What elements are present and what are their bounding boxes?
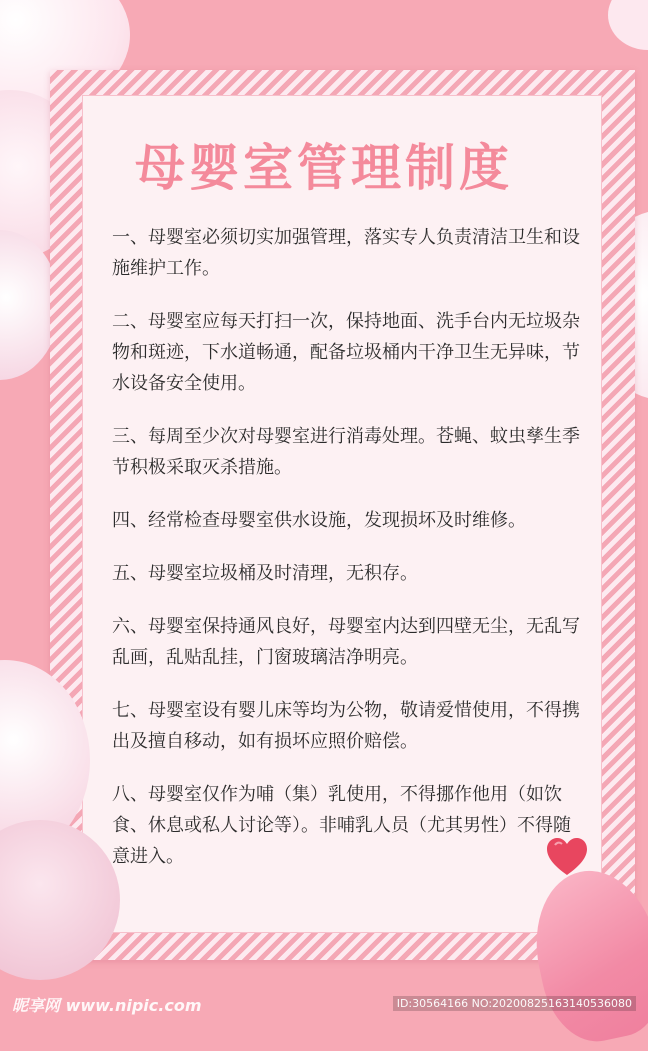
rule-item-3: 三、每周至少次对母婴室进行消毒处理。苍蝇、蚊虫孳生季节积极采取灭杀措施。 <box>112 426 580 478</box>
rule-item-7: 七、母婴室设有婴儿床等均为公物，敬请爱惜使用，不得携出及擅自移动，如有损坏应照价赔偿。 <box>112 700 580 752</box>
rule-item-4: 四、经常检查母婴室供水设施，发现损坏及时维修。 <box>112 510 526 531</box>
rule-item-8: 八、母婴室仅作为哺（集）乳使用，不得挪作他用（如饮食、休息或私人讨论等）。非哺乳人员（尤其男性）不得随意进入。 <box>112 784 571 867</box>
rule-item-6: 六、母婴室保持通风良好，母婴室内达到四壁无尘，无乱写乱画，乱贴乱挂，门窗玻璃洁净明亮。 <box>112 616 580 668</box>
watermark-id: ID:30564166 NO:20200825163140536080 <box>393 996 636 1011</box>
heart-icon <box>545 835 589 879</box>
cloud-decoration-top-right <box>608 0 648 50</box>
rule-item-5: 五、母婴室垃圾桶及时清理，无积存。 <box>112 563 418 584</box>
watermark-site: 昵享网 www.nipic.com <box>12 996 202 1015</box>
poster-title: 母婴室管理制度 <box>135 139 513 197</box>
rule-item-1: 一、母婴室必须切实加强管理，落实专人负责清洁卫生和设施维护工作。 <box>112 227 580 279</box>
rules-list <box>112 222 582 894</box>
rule-item-2: 二、母婴室应每天打扫一次，保持地面、洗手台内无垃圾杂物和斑迹，下水道畅通，配备垃圾桶内干净卫生无异味，节水设备安全使用。 <box>112 311 580 394</box>
